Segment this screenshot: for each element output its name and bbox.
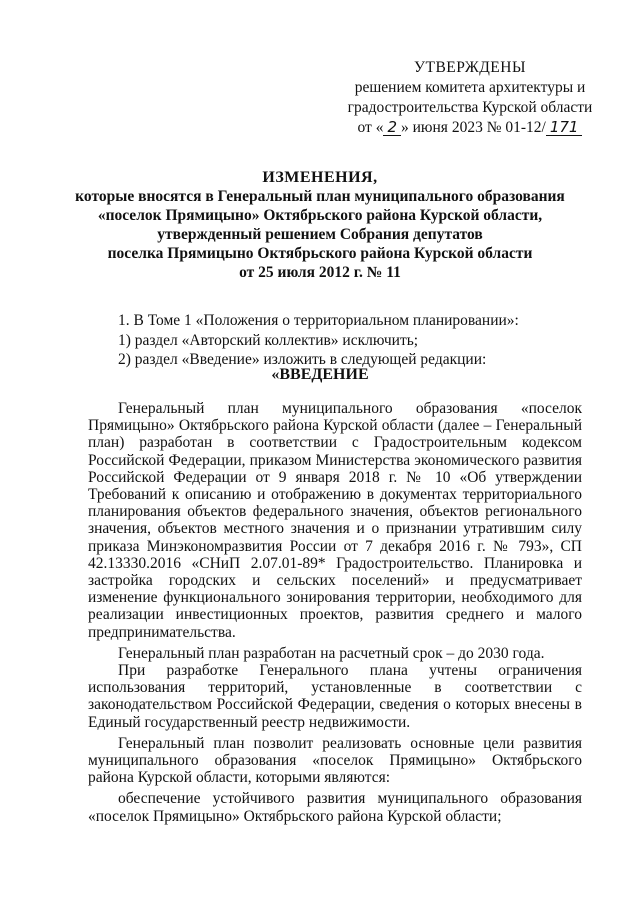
approval-stamp: [320, 58, 620, 138]
paragraph: Генеральный план разработан на расчетный срок – до 2030 года.: [118, 644, 545, 662]
item-1: 1. В Томе 1 «Положения о территориальном планировании»:: [118, 312, 519, 329]
paragraph: Генеральный план муниципального образования «поселок Прямицыно» Октябрьского района Курской области (далее – Генеральный план) разработан в соответствии с Градостроительным кодексом Российской Федерации, приказом Министерства экономического развития Российской Федерации от 9 января 2018 г. № 10 «Об утверждении Требований к описанию и отображению в документах территориального планирования объектов федерального значения, объектов регионального значения, объектов местного значения и о признании утратившим силу приказа Минэкономразвития России от 7 декабря 2016 г. № 793», СП 42.13330.2016 «СНиП 2.07.01-89* Градостроительство. Планировка и застройка городских и сельских поселений» и предусматривает изменение функционального зонирования территории, необходимого для реализации инвестиционных проектов, развития среднего и малого предпринимательства.: [88, 400, 582, 641]
document-title: [60, 168, 580, 282]
item-2: 1) раздел «Авторский коллектив» исключить;: [118, 331, 419, 349]
approval-date-day: 2: [383, 119, 401, 136]
title-line-3: утвержденный решением Собрания депутатов: [157, 226, 483, 243]
approval-line-2: градостроительства Курской области: [347, 99, 593, 116]
title-line-5: от 25 июля 2012 г. № 11: [239, 264, 401, 281]
item-3: 2) раздел «Введение» изложить в следующей редакции:: [118, 351, 487, 368]
introduction-heading: «ВВЕДЕНИЕ: [271, 366, 369, 383]
approval-line-1: решением комитета архитектуры и: [354, 79, 586, 96]
introduction-body: [88, 400, 582, 829]
approval-date-prefix: от «: [357, 119, 384, 136]
title-line-4: поселка Прямицыно Октябрьского района Курской области: [107, 245, 533, 262]
approval-date-line: [320, 118, 620, 138]
approval-date-mid: » июня 2023 № 01-12/: [401, 119, 546, 136]
title-heading: ИЗМЕНЕНИЯ,: [262, 169, 378, 186]
approval-title: УТВЕРЖДЕНЫ: [414, 59, 526, 76]
paragraph: Генеральный план позволит реализовать основные цели развития муниципального образования «поселок Прямицыно» Октябрьского района Курской области, которыми являются:: [88, 734, 582, 787]
approval-doc-number: 171: [546, 119, 583, 136]
paragraph: обеспечение устойчивого развития муниципального образования «поселок Прямицыно» Октябрьского района Курской области;: [88, 790, 582, 825]
title-line-1: которые вносятся в Генеральный план муниципального образования: [75, 188, 565, 205]
paragraph: При разработке Генерального плана учтены ограничения использования территорий, установленные в соответствии с законодательством Российской Федерации, сведения о которых внесены в Единый государственный реестр недвижимости.: [88, 662, 582, 731]
title-line-2: «поселок Прямицыно» Октябрьского района Курской области,: [97, 207, 543, 224]
amendment-items: [118, 311, 588, 370]
